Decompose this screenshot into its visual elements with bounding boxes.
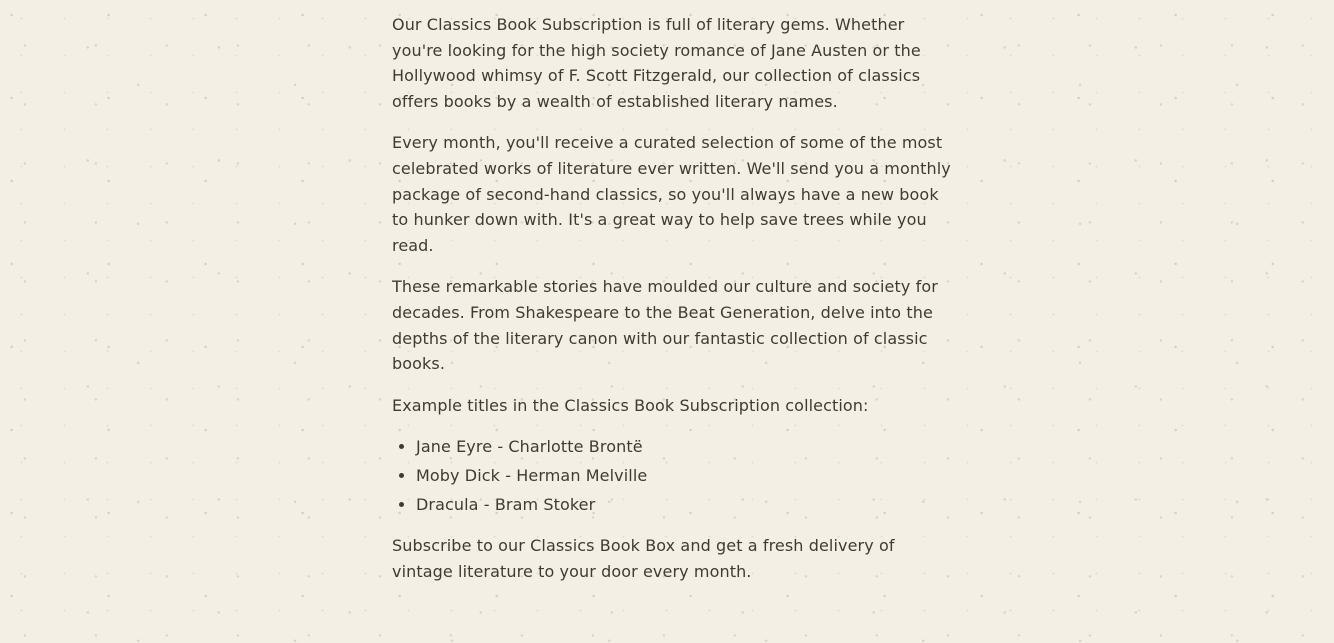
list-item: • Moby Dick - Herman Melville bbox=[416, 463, 958, 489]
culture-paragraph: These remarkable stories have moulded our culture and society for decades. From Shakespeare to the Beat Generation, delve into the depths of the literary canon with our fantastic collection of classic books. bbox=[392, 277, 938, 374]
examples-heading: Example titles in the Classics Book Subscription collection: bbox=[392, 395, 869, 415]
example-titles-list bbox=[392, 434, 958, 517]
closing-paragraph: Subscribe to our Classics Book Box and get a fresh delivery of vintage literature to your door every month. bbox=[392, 536, 895, 581]
list-item: • Jane Eyre - Charlotte Brontë bbox=[416, 434, 958, 460]
monthly-paragraph: Every month, you'll receive a curated selection of some of the most celebrated works of literature ever written. We'll send you a monthly package of second-hand classics, so you'll always have a new book to hunker down with. It's a great way to help save trees while you read. bbox=[392, 133, 951, 255]
product-description bbox=[392, 12, 958, 600]
intro-paragraph: Our Classics Book Subscription is full of literary gems. Whether you're looking for the high society romance of Jane Austen or the Hollywood whimsy of F. Scott Fitzgerald, our collection of classics offers books by a wealth of established literary names. bbox=[392, 15, 921, 111]
list-item: • Dracula - Bram Stoker bbox=[416, 492, 958, 518]
